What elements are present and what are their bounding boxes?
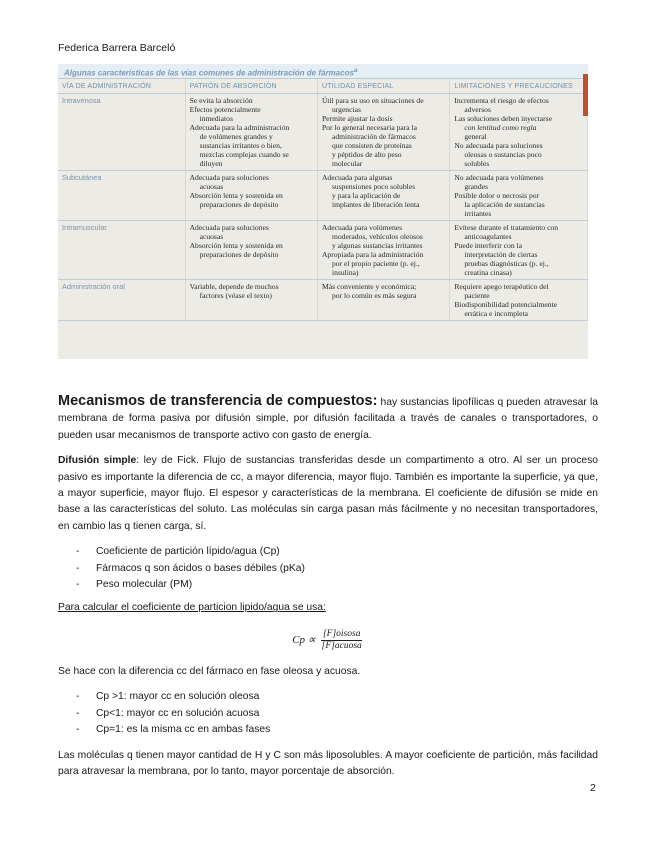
document-body [58,393,598,780]
list-item-text: Fármacos q son ácidos o bases débiles (pKa) [96,562,305,574]
cp-values-list [58,689,598,738]
cell-line: y péptidos de alto peso [331,150,402,159]
cell-line: Efectos potencialmente [189,105,261,114]
cell-line: Apropiada para la administración [321,250,424,259]
cell-line: acuosas [199,232,224,241]
utility-cell [317,94,449,171]
table-row [58,221,588,280]
list-item-text: Cp >1: mayor cc en solución oleosa [96,691,260,703]
formula-denominator: [F]acuosa [321,640,362,651]
absorption-cell [185,94,317,171]
cell-line: y algunas sustancias irritantes [331,241,423,250]
table-title-footnote: a [353,67,358,74]
cell-line: Permite ajustar la dosis [321,114,393,123]
list-item: - Peso molecular (PM) [76,579,193,591]
formula-numerator: [F]oisosa [322,628,361,639]
cell-line: paciente [464,291,490,300]
limitations-cell [450,221,588,280]
cell-line: administración de fármacos [331,132,416,141]
cell-line: sustancias irritantes o bien, [199,141,282,150]
cell-line: Puede interferir con la [454,241,523,250]
cell-line: oleosas o sustancias poco [464,150,542,159]
cell-line: Posible dolor o necrosis por [454,191,540,200]
cell-line: adversos [464,105,491,114]
table-row [58,94,588,171]
cell-line: Se evita la absorción [189,96,253,105]
cell-line: anticoagulantes [464,232,512,241]
paragraph-transfer-mechanisms [58,393,598,444]
page-number: 2 [590,782,596,794]
cell-line: Requiere apego terapéutico del [454,282,549,291]
cell-line: implantes de liberación lenta [331,200,420,209]
list-item: - Fármacos q son ácidos o bases débiles (pKa) [76,562,305,574]
paragraph-simple-diffusion [58,453,598,535]
cell-line: general [464,132,487,141]
routes-table [58,79,588,321]
cell-line: Adecuada para la administración [189,123,290,132]
route-cell: Intravenosa [58,94,185,171]
cell-line: Incrementa el riesgo de efectos [454,96,549,105]
cell-line: Por lo general necesaria para la [321,123,418,132]
cell-line: que consisten de proteínas [331,141,412,150]
cell-line: molecular [331,159,363,168]
cell-line: No adecuada para soluciones [454,141,543,150]
cell-line: por lo común es más segura [331,291,417,300]
cell-line: Más conveniente y económica; [321,282,417,291]
author-name: Federica Barrera Barceló [58,42,176,54]
list-item-text: Peso molecular (PM) [96,579,193,591]
list-item-text: Cp=1: es la misma cc en ambas fases [96,724,271,736]
cell-line: Adecuada para volúmenes [321,223,403,232]
limitations-cell [450,280,588,321]
list-item-text: Cp<1: mayor cc en solución acuosa [96,707,260,719]
cell-line: Adecuada para soluciones [189,173,269,182]
list-item-text: Coeficiente de partición lípido/agua (Cp) [96,546,280,558]
section-heading: Mecanismos de transferencia de compuestos: [58,393,378,409]
route-cell: Intramuscular [58,221,185,280]
cell-line: No adecuada para volúmenes [454,173,544,182]
cell-line: acuosas [199,182,224,191]
cell-line: y para la aplicación de [331,191,401,200]
column-header: UTILIDAD ESPECIAL [317,79,449,94]
cell-line: preparaciones de depósito [199,250,279,259]
cell-line: Absorción lenta y sostenida en [189,191,283,200]
paragraph-difference: Se hace con la diferencia cc del fármaco en fase oleosa y acuosa. [58,665,361,677]
limitations-cell [450,94,588,171]
cell-line: solubles [464,159,490,168]
list-item: - Cp<1: mayor cc en solución acuosa [76,707,260,719]
utility-cell [317,221,449,280]
route-cell: Administración oral [58,280,185,321]
column-header: PATRÓN DE ABSORCIÓN [185,79,317,94]
formula-lhs: Cp ∝ [292,634,316,647]
cell-line: interpretación de ciertas [464,250,538,259]
cell-line: Adecuada para algunas [321,173,393,182]
absorption-cell [185,221,317,280]
cell-line: insulina) [331,268,359,277]
cell-line: errática e incompleta [464,309,528,318]
formula-intro: Para calcular el coeficiente de particion lipido/agua se usa: [58,602,326,614]
cell-line: la aplicación de sustancias [464,200,545,209]
formula-fraction [320,629,364,652]
cell-line: Adecuada para soluciones [189,223,269,232]
cell-line: Biodisponibilidad potencialmente [454,300,558,309]
cell-line: por el propio paciente (p. ej., [331,259,420,268]
section-heading: Difusión simple [58,455,137,467]
list-item: - Coeficiente de partición lípido/agua (Cp) [76,546,280,558]
cell-line: creatina cinasa) [464,268,512,277]
cell-line: irritantes [464,209,492,218]
cell-line: grandes [464,182,488,191]
factors-list [58,544,598,593]
cell-line: Las soluciones deben inyectarse [454,114,552,123]
section-text: hay sustancias lipofílicas q pueden atravesar la membrana de forma pasiva por difusión simple, por difusión facilitada a través de canales o transportadores, o pueden usar mecanismos de transporte activo con gasto de energía. [58,397,598,441]
administration-routes-table-image [58,64,588,359]
table-header-row [58,79,588,94]
cell-line: Variable, depende de muchos [189,282,279,291]
page-edge-accent [583,74,588,116]
cell-line: mezclas complejas cuando se [199,150,289,159]
table-row [58,171,588,221]
limitations-cell [450,171,588,221]
cell-line: preparaciones de depósito [199,200,279,209]
cell-line: factores (véase el texto) [199,291,272,300]
cell-line: de volúmenes grandes y [199,132,273,141]
cell-line: Evítese durante el tratamiento con [454,223,559,232]
column-header: LIMITACIONES Y PRECAUCIONES [450,79,588,94]
cell-line: pruebas diagnósticas (p. ej., [464,259,549,268]
utility-cell [317,280,449,321]
list-item: - Cp=1: es la misma cc en ambas fases [76,724,271,736]
partition-coefficient-formula [58,629,598,652]
utility-cell [317,171,449,221]
table-row [58,280,588,321]
list-item: - Cp >1: mayor cc en solución oleosa [76,691,260,703]
cell-line: con lentitud como regla [464,123,537,132]
absorption-cell [185,280,317,321]
section-text: : ley de Fick. Flujo de sustancias transferidas desde un compartimento a otro. Al ser un proceso pasivo es importante la diferencia de cc, a mayor diferencia, mayor flujo. También es importante la superficie, ya que, a mayor superficie, mayor flujo. El espesor y características de la membrana. El coeficiente de difusión se mide en base a las características del soluto. Las moléculas sin carga pasan más fácilmente y no necesitan transportadores, en cambio las q tienen carga, sí. [58,455,598,532]
cell-line: inmediatos [199,114,233,123]
table-title [58,64,588,79]
cell-line: Útil para su uso en situaciones de [321,96,424,105]
paragraph-liposolubility: Las moléculas q tienen mayor cantidad de H y C son más liposolubles. A mayor coeficiente de partición, más facilidad para atravesar la membrana, por lo tanto, mayor porcentaje de absorción. [58,749,598,777]
table-title-text: Algunas características de las vías comunes de administración de fármacos [64,68,354,78]
cell-line: diluyen [199,159,223,168]
cell-line: urgencias [331,105,361,114]
cell-line: Absorción lenta y sostenida en [189,241,283,250]
cell-line: suspensiones poco solubles [331,182,416,191]
cell-line: moderados, vehículos oleosos [331,232,423,241]
absorption-cell [185,171,317,221]
route-cell: Subcutánea [58,171,185,221]
column-header: VÍA DE ADMINISTRACIÓN [58,79,185,94]
